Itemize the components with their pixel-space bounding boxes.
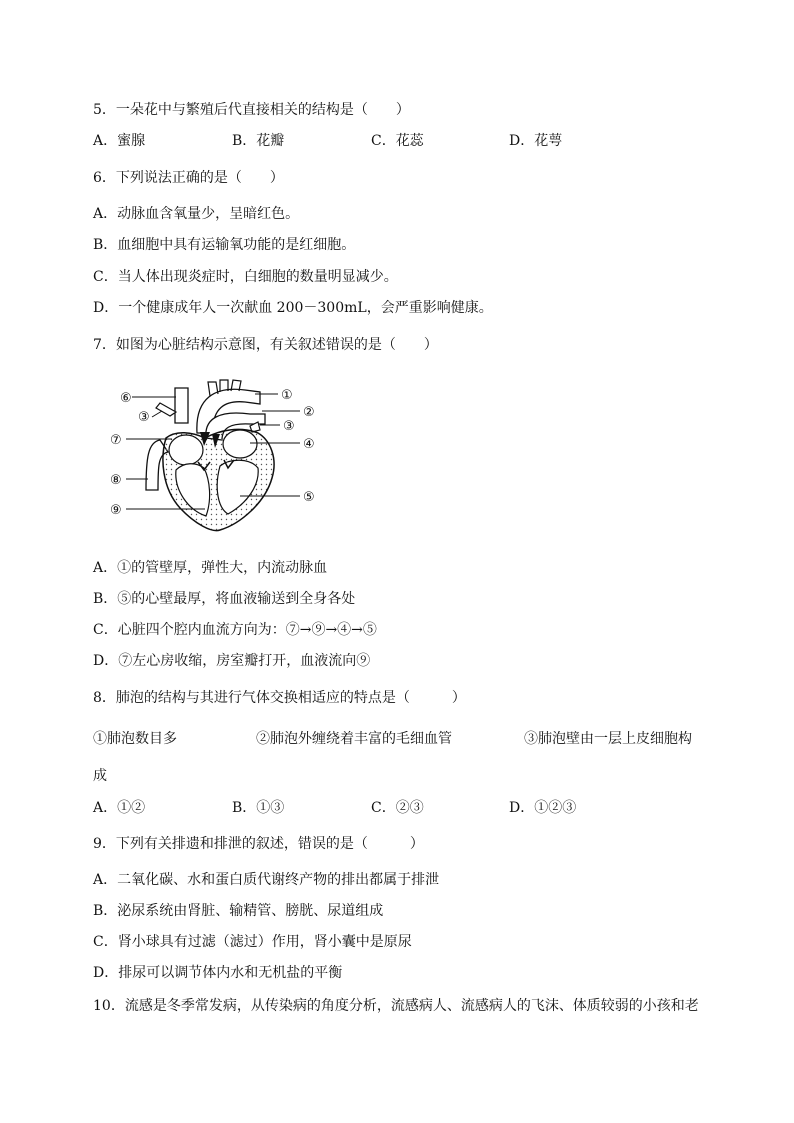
- q7-option-b: B．⑤的心壁最厚，将血液输送到全身各处: [93, 591, 356, 607]
- q9-option-d: D．排尿可以调节体内水和无机盐的平衡: [93, 965, 343, 981]
- diagram-label-3-right: ③: [283, 419, 295, 434]
- q7-stem: 7．如图为心脏结构示意图，有关叙述错误的是（ ）: [93, 337, 438, 353]
- q6-stem: 6．下列说法正确的是（ ）: [93, 170, 284, 186]
- diagram-label-6: ⑥: [120, 391, 132, 406]
- diagram-label-3-left: ③: [138, 410, 150, 425]
- q6-option-b: B．血细胞中具有运输氧功能的是红细胞。: [93, 237, 356, 253]
- q8-option-a: A．①②: [93, 800, 146, 816]
- q9-option-a: A．二氧化碳、水和蛋白质代谢终产物的排出都属于排泄: [93, 872, 440, 888]
- q9-stem: 9．下列有关排遗和排泄的叙述，错误的是（ ）: [93, 836, 424, 852]
- diagram-label-4: ④: [303, 437, 315, 452]
- q8-statement-continuation: 成: [93, 768, 107, 784]
- q6-option-d: D．一个健康成年人一次献血 200－300mL，会严重影响健康。: [93, 300, 493, 316]
- q8-option-d: D．①②③: [509, 800, 577, 816]
- q6-option-c: C．当人体出现炎症时，白细胞的数量明显减少。: [93, 269, 398, 285]
- q7-option-d: D．⑦左心房收缩，房室瓣打开，血液流向⑨: [93, 653, 371, 669]
- q8-stem: 8．肺泡的结构与其进行气体交换相适应的特点是（ ）: [93, 690, 466, 706]
- q5-option-c: C．花蕊: [371, 133, 424, 149]
- q8-statement-1: ①肺泡数目多: [93, 731, 177, 747]
- q7-option-a: A．①的管壁厚，弹性大，内流动脉血: [93, 560, 328, 576]
- q10-stem: 10．流感是冬季常发病，从传染病的角度分析，流感病人、流感病人的飞沫、体质较弱的小孩和老: [93, 998, 699, 1014]
- diagram-label-7: ⑦: [110, 433, 122, 448]
- q5-option-d: D．花萼: [509, 133, 563, 149]
- q5-stem: 5．一朵花中与繁殖后代直接相关的结构是（ ）: [93, 102, 410, 118]
- q8-option-b: B．①③: [232, 800, 285, 816]
- diagram-label-1: ①: [281, 388, 293, 403]
- heart-structure-diagram: [100, 378, 340, 538]
- q6-option-a: A．动脉血含氧量少，呈暗红色。: [93, 206, 300, 222]
- diagram-label-5: ⑤: [303, 490, 315, 505]
- q9-option-c: C．肾小球具有过滤（滤过）作用，肾小囊中是原尿: [93, 934, 412, 950]
- q7-option-c: C．心脏四个腔内血流方向为：⑦→⑨→④→⑤: [93, 622, 377, 638]
- q8-option-c: C．②③: [371, 800, 424, 816]
- diagram-label-9: ⑨: [110, 503, 122, 518]
- q9-option-b: B．泌尿系统由肾脏、输精管、膀胱、尿道组成: [93, 903, 384, 919]
- diagram-label-8: ⑧: [110, 473, 122, 488]
- diagram-label-2: ②: [303, 405, 315, 420]
- q5-option-a: A．蜜腺: [93, 133, 146, 149]
- q8-statement-3: ③肺泡壁由一层上皮细胞构: [524, 731, 692, 747]
- q8-statement-2: ②肺泡外缠绕着丰富的毛细血管: [256, 731, 452, 747]
- q5-option-b: B．花瓣: [232, 133, 285, 149]
